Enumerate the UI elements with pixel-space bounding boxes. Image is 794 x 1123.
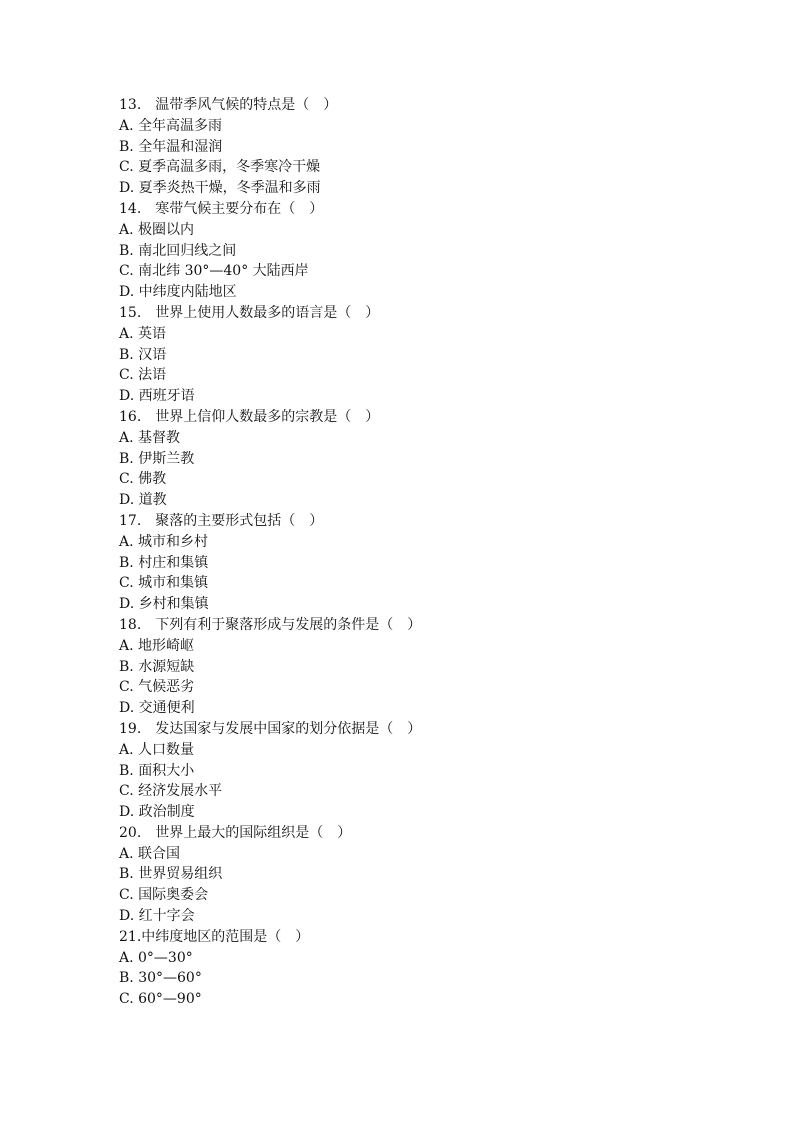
- question-16-option-a: A. 基督教: [119, 429, 181, 446]
- question-20-option-a: A. 联合国: [119, 845, 181, 862]
- question-21-option-c: C. 60°—90°: [119, 991, 202, 1008]
- question-15-option-c: C. 法语: [119, 367, 167, 384]
- question-16-stem: 16. 世界上信仰人数最多的宗教是（ ）: [119, 408, 380, 425]
- question-21-option-b: B. 30°—60°: [119, 970, 202, 987]
- question-15-stem: 15. 世界上使用人数最多的语言是（ ）: [119, 304, 380, 321]
- question-20-stem: 20. 世界上最大的国际组织是（ ）: [119, 824, 352, 841]
- question-17-option-b: B. 村庄和集镇: [119, 554, 209, 571]
- question-13-option-c: C. 夏季高温多雨，冬季寒冷干燥: [119, 159, 321, 176]
- question-19-stem: 19. 发达国家与发展中国家的划分依据是（ ）: [119, 720, 422, 737]
- question-21-option-a: A. 0°—30°: [119, 949, 193, 966]
- question-19-option-b: B. 面积大小: [119, 762, 195, 779]
- question-16-option-c: C. 佛教: [119, 471, 167, 488]
- question-20-option-b: B. 世界贸易组织: [119, 866, 223, 883]
- question-17-stem: 17. 聚落的主要形式包括（ ）: [119, 512, 324, 529]
- question-21-stem: 21.中纬度地区的范围是（ ）: [119, 928, 310, 945]
- question-13-stem: 13. 温带季风气候的特点是（ ）: [119, 97, 338, 113]
- question-18-option-c: C. 气候恶劣: [119, 679, 195, 696]
- question-13-option-d: D. 夏季炎热干燥，冬季温和多雨: [119, 180, 321, 197]
- question-17-option-c: C. 城市和集镇: [119, 575, 209, 592]
- question-19-option-d: D. 政治制度: [119, 804, 195, 821]
- question-14-option-d: D. 中纬度内陆地区: [119, 284, 237, 301]
- document-page: [119, 95, 719, 1010]
- question-16-option-d: D. 道教: [119, 492, 167, 509]
- question-16-option-b: B. 伊斯兰教: [119, 450, 195, 467]
- question-18-option-a: A. 地形崎岖: [119, 637, 195, 654]
- question-14-option-c: C. 南北纬 30°—40° 大陆西岸: [119, 263, 309, 280]
- question-19-option-a: A. 人口数量: [119, 741, 195, 758]
- question-17-option-d: D. 乡村和集镇: [119, 596, 209, 613]
- question-19-option-c: C. 经济发展水平: [119, 783, 223, 800]
- question-20-option-d: D. 红十字会: [119, 908, 195, 925]
- question-17-option-a: A. 城市和乡村: [119, 533, 209, 550]
- question-18-stem: 18. 下列有利于聚落形成与发展的条件是（ ）: [119, 616, 422, 633]
- question-18-option-b: B. 水源短缺: [119, 658, 195, 675]
- question-15-option-a: A. 英语: [119, 325, 167, 342]
- question-15-option-b: B. 汉语: [119, 346, 167, 363]
- question-14-stem: 14. 寒带气候主要分布在（ ）: [119, 200, 324, 217]
- question-13-option-b: B. 全年温和湿润: [119, 138, 223, 155]
- question-14-option-b: B. 南北回归线之间: [119, 242, 237, 259]
- question-13-option-a: A. 全年高温多雨: [119, 117, 223, 134]
- question-14-option-a: A. 极圈以内: [119, 221, 195, 238]
- question-20-option-c: C. 国际奥委会: [119, 887, 209, 904]
- question-18-option-d: D. 交通便利: [119, 700, 195, 717]
- question-15-option-d: D. 西班牙语: [119, 388, 195, 405]
